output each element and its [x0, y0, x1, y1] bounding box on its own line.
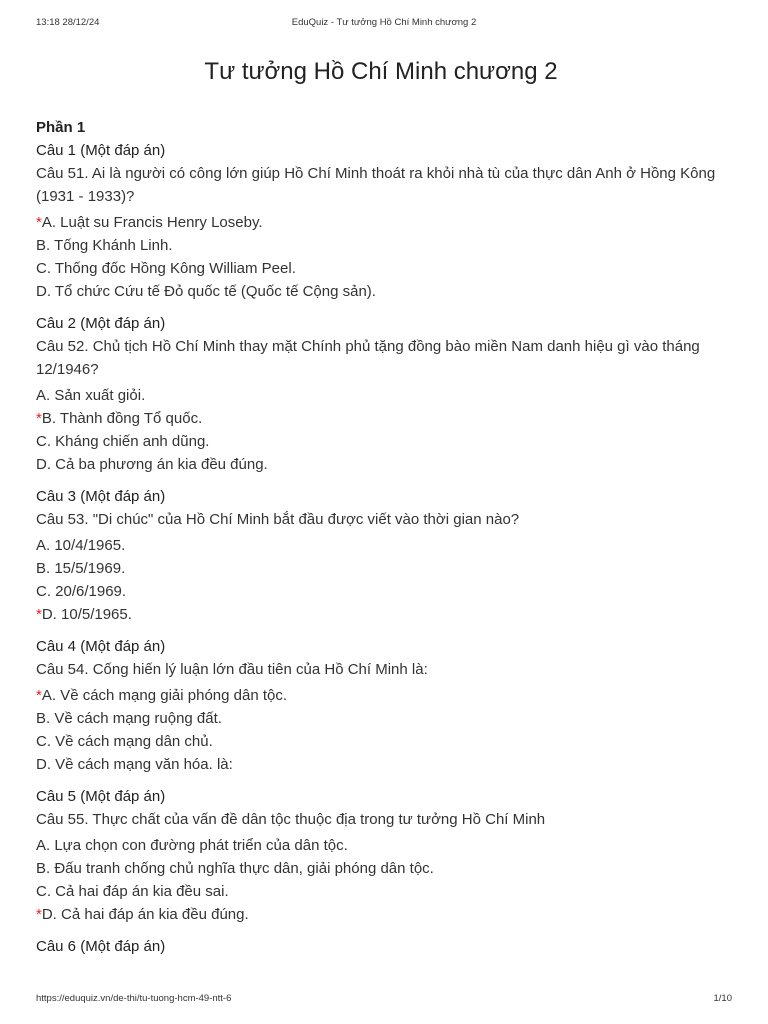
question-text: Câu 51. Ai là người có công lớn giúp Hồ Chí Minh thoát ra khỏi nhà tù của thực dân Anh ở Hồng Kông (1931 - 1933)? [36, 165, 716, 205]
question-item [36, 936, 726, 958]
answer-option [36, 453, 726, 476]
correct-answer-marker: * [36, 214, 42, 231]
answer-option [36, 211, 726, 234]
answer-option [36, 557, 726, 580]
answer-option-text: A. 10/4/1965. [36, 537, 126, 554]
answer-option-text: B. 15/5/1969. [36, 560, 126, 577]
answer-option-text: D. Về cách mạng văn hóa. là: [36, 756, 233, 773]
question-header: Câu 4 (Một đáp án) [36, 638, 166, 655]
answer-option [36, 753, 726, 776]
print-url: https://eduquiz.vn/de-thi/tu-tuong-hcm-49-ntt-6 [36, 993, 232, 1004]
answer-option [36, 257, 726, 280]
answer-option [36, 384, 726, 407]
answer-option [36, 730, 726, 753]
answer-option [36, 603, 726, 626]
correct-answer-marker: * [36, 687, 42, 704]
answer-option-text: B. Về cách mạng ruộng đất. [36, 710, 222, 727]
print-datetime: 13:18 28/12/24 [36, 17, 100, 28]
page-title: Tư tưởng Hồ Chí Minh chương 2 [204, 58, 558, 85]
print-doc-title: EduQuiz - Tư tưởng Hồ Chí Minh chương 2 [291, 17, 477, 28]
page-number: 1/10 [713, 993, 732, 1004]
question-item [36, 140, 726, 303]
answer-option [36, 234, 726, 257]
answer-option-text: C. Thống đốc Hồng Kông William Peel. [36, 260, 296, 277]
answer-option-text: C. Về cách mạng dân chủ. [36, 733, 213, 750]
answer-option [36, 407, 726, 430]
correct-answer-marker: * [36, 906, 42, 923]
correct-answer-marker: * [36, 410, 42, 427]
correct-answer-marker: * [36, 606, 42, 623]
question-text: Câu 54. Cống hiến lý luận lớn đầu tiên của Hồ Chí Minh là: [36, 661, 428, 678]
answer-option-text: B. Tống Khánh Linh. [36, 237, 173, 254]
document-content [36, 54, 726, 968]
question-header: Câu 2 (Một đáp án) [36, 315, 166, 332]
answer-option-text: C. Kháng chiến anh dũng. [36, 433, 210, 450]
answer-option-text: A. Sản xuất giỏi. [36, 387, 146, 404]
question-text: Câu 53. "Di chúc" của Hồ Chí Minh bắt đầu được viết vào thời gian nào? [36, 511, 520, 528]
answer-option-text: A. Về cách mạng giải phóng dân tộc. [41, 687, 288, 704]
section-title: Phần 1 [36, 119, 86, 136]
print-footer [36, 993, 732, 1007]
answer-option [36, 880, 726, 903]
question-text: Câu 55. Thực chất của vấn đề dân tộc thuộc địa trong tư tưởng Hồ Chí Minh [36, 811, 546, 828]
answer-option [36, 857, 726, 880]
answer-option [36, 903, 726, 926]
question-item [36, 636, 726, 776]
answer-option [36, 707, 726, 730]
answer-option-text: A. Lựa chọn con đường phát triển của dân tộc. [36, 837, 348, 854]
question-item [36, 313, 726, 476]
print-header [36, 17, 732, 33]
question-item [36, 486, 726, 626]
question-item [36, 786, 726, 926]
answer-option-text: D. Tổ chức Cứu tế Đỏ quốc tế (Quốc tế Cộng sản). [36, 283, 376, 300]
question-header: Câu 5 (Một đáp án) [36, 788, 166, 805]
answer-option-text: B. Đấu tranh chống chủ nghĩa thực dân, giải phóng dân tộc. [36, 860, 434, 877]
answer-option-text: D. Cả hai đáp án kia đều đúng. [41, 906, 249, 923]
answer-option-text: A. Luật su Francis Henry Loseby. [41, 214, 263, 231]
answer-option [36, 684, 726, 707]
answer-option-text: C. Cả hai đáp án kia đều sai. [36, 883, 229, 900]
answer-option [36, 280, 726, 303]
answer-option-text: C. 20/6/1969. [36, 583, 127, 600]
answer-option [36, 534, 726, 557]
question-header: Câu 3 (Một đáp án) [36, 488, 166, 505]
answer-option-text: D. Cả ba phương án kia đều đúng. [36, 456, 268, 473]
answer-option [36, 430, 726, 453]
answer-option [36, 834, 726, 857]
answer-option [36, 580, 726, 603]
answer-option-text: D. 10/5/1965. [41, 606, 132, 623]
question-header: Câu 6 (Một đáp án) [36, 938, 166, 955]
question-header: Câu 1 (Một đáp án) [36, 142, 166, 159]
question-text: Câu 52. Chủ tịch Hồ Chí Minh thay mặt Chính phủ tặng đồng bào miền Nam danh hiệu gì vào tháng 12/1946? [36, 338, 700, 378]
question-list [36, 140, 726, 958]
answer-option-text: B. Thành đồng Tổ quốc. [41, 410, 203, 427]
